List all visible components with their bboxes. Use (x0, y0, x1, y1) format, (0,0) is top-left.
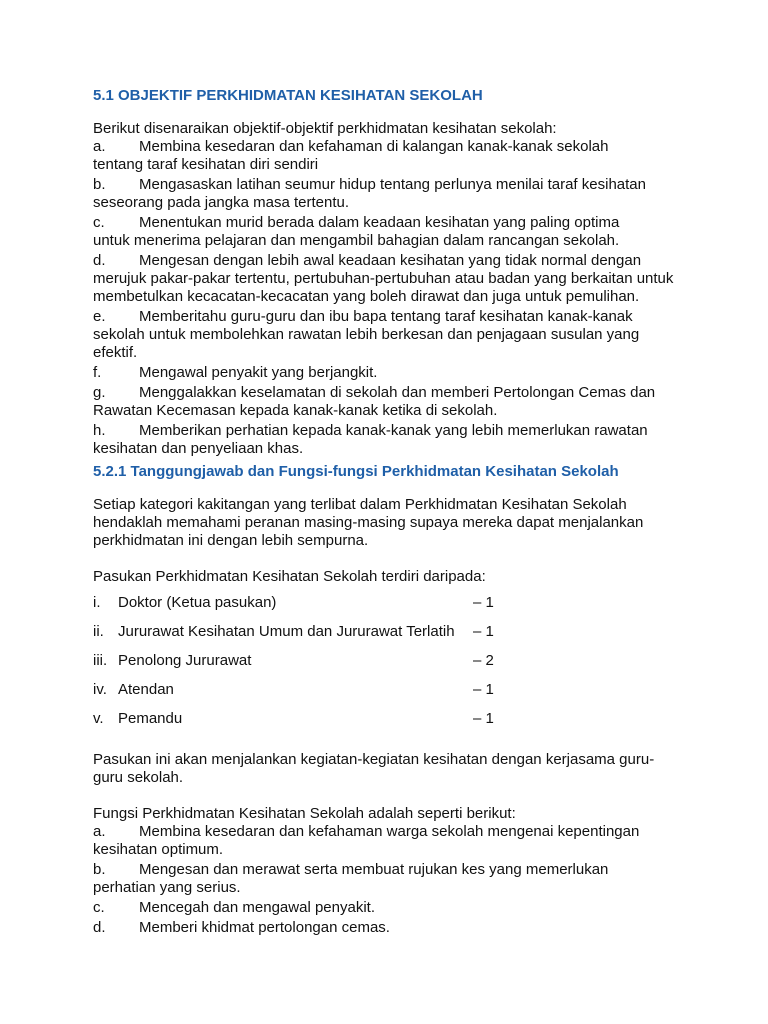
list-item (93, 252, 683, 306)
team-number: i. (93, 593, 101, 611)
functions-intro: Fungsi Perkhidmatan Kesihatan Sekolah adalah seperti berikut: (93, 805, 516, 822)
list-item-first: Membina kesedaran dan kefahaman di kalangan kanak-kanak sekolah (139, 138, 609, 155)
team-table (93, 588, 513, 733)
list-item-rest: kesihatan optimum. (93, 841, 224, 858)
table-row (93, 675, 513, 704)
list-marker: d. (93, 919, 106, 936)
list-item (93, 364, 683, 382)
section-title-responsibilities: 5.2.1 Tanggungjawab dan Fungsi-fungsi Perkhidmatan Kesihatan Sekolah (93, 463, 619, 480)
list-item (93, 861, 683, 897)
list-marker: a. (93, 823, 106, 840)
list-item-rest: kesihatan dan penyeliaan khas. (93, 440, 304, 457)
team-cooperation-paragraph: Pasukan ini akan menjalankan kegiatan-kegiatan kesihatan dengan kerjasama guru-guru sekolah. (93, 751, 655, 786)
list-item-first: Mencegah dan mengawal penyakit. (139, 899, 375, 916)
responsibilities-paragraph: Setiap kategori kakitangan yang terlibat dalam Perkhidmatan Kesihatan Sekolah hendaklah memahami peranan masing-masing supaya mereka dapat menjalankan perkhidmatan ini dengan lebih sempurna. (93, 496, 644, 549)
list-item-first: Menentukan murid berada dalam keadaan kesihatan yang paling optima (139, 214, 620, 231)
team-number: v. (93, 709, 104, 727)
list-item-first: Membina kesedaran dan kefahaman warga sekolah mengenai kepentingan (139, 823, 640, 840)
table-row (93, 646, 513, 675)
list-marker: d. (93, 252, 106, 269)
team-number: iv. (93, 680, 107, 698)
list-marker: a. (93, 138, 106, 155)
list-marker: f. (93, 364, 102, 381)
team-count: – 1 (473, 622, 494, 640)
team-role: Doktor (Ketua pasukan) (118, 593, 277, 611)
team-role: Atendan (118, 680, 174, 698)
team-number: iii. (93, 651, 108, 669)
list-item (93, 823, 683, 859)
list-item-rest: seseorang pada jangka masa tertentu. (93, 194, 350, 211)
table-row (93, 588, 513, 617)
list-item (93, 919, 683, 937)
list-item-first: Memberitahu guru-guru dan ibu bapa tentang taraf kesihatan kanak-kanak (139, 308, 633, 325)
list-item (93, 176, 683, 212)
list-item-rest: tentang taraf kesihatan diri sendiri (93, 156, 319, 173)
objectives-intro: Berikut disenaraikan objektif-objektif perkhidmatan kesihatan sekolah: (93, 120, 557, 137)
table-row (93, 704, 513, 733)
team-role: Jururawat Kesihatan Umum dan Jururawat Terlatih (118, 622, 455, 640)
list-item-first: Memberikan perhatian kepada kanak-kanak yang lebih memerlukan rawatan (139, 422, 648, 439)
list-marker: g. (93, 384, 106, 401)
list-marker: b. (93, 861, 106, 878)
list-item-first: Memberi khidmat pertolongan cemas. (139, 919, 390, 936)
list-marker: b. (93, 176, 106, 193)
team-count: – 1 (473, 680, 494, 698)
list-item-first: Mengesan dengan lebih awal keadaan kesihatan yang tidak normal dengan (139, 252, 642, 269)
list-marker: e. (93, 308, 106, 325)
list-marker: c. (93, 214, 105, 231)
list-item (93, 214, 683, 250)
list-item (93, 899, 683, 917)
team-number: ii. (93, 622, 104, 640)
list-item (93, 308, 683, 362)
document-content (93, 87, 683, 939)
functions-list (93, 823, 683, 937)
list-item-rest: Rawatan Kecemasan kepada kanak-kanak ketika di sekolah. (93, 402, 498, 419)
objectives-list (93, 138, 683, 458)
list-marker: h. (93, 422, 106, 439)
team-role: Pemandu (118, 709, 183, 727)
list-item-first: Menggalakkan keselamatan di sekolah dan memberi Pertolongan Cemas dan (139, 384, 656, 401)
list-item-first: Mengesan dan merawat serta membuat rujukan kes yang memerlukan (139, 861, 609, 878)
list-item-rest: untuk menerima pelajaran dan mengambil bahagian dalam rancangan sekolah. (93, 232, 620, 249)
team-count: – 1 (473, 593, 494, 611)
list-item-rest: merujuk pakar-pakar tertentu, pertubuhan-pertubuhan atau badan yang berkaitan untuk membetulkan kecacatan-kecacatan yang boleh dirawat dan juga untuk pemulihan. (93, 270, 674, 305)
section-title-objectives: 5.1 OBJEKTIF PERKHIDMATAN KESIHATAN SEKOLAH (93, 87, 483, 104)
list-item (93, 422, 683, 458)
list-item (93, 138, 683, 174)
team-count: – 1 (473, 709, 494, 727)
table-row (93, 617, 513, 646)
team-intro: Pasukan Perkhidmatan Kesihatan Sekolah terdiri daripada: (93, 568, 486, 585)
team-role: Penolong Jururawat (118, 651, 252, 669)
list-item-rest: perhatian yang serius. (93, 879, 241, 896)
list-item (93, 384, 683, 420)
list-item-first: Mengasaskan latihan seumur hidup tentang perlunya menilai taraf kesihatan (139, 176, 646, 193)
list-item-rest: sekolah untuk membolehkan rawatan lebih berkesan dan penjagaan susulan yang efektif. (93, 326, 640, 361)
list-item-first: Mengawal penyakit yang berjangkit. (139, 364, 378, 381)
team-count: – 2 (473, 651, 494, 669)
list-marker: c. (93, 899, 105, 916)
